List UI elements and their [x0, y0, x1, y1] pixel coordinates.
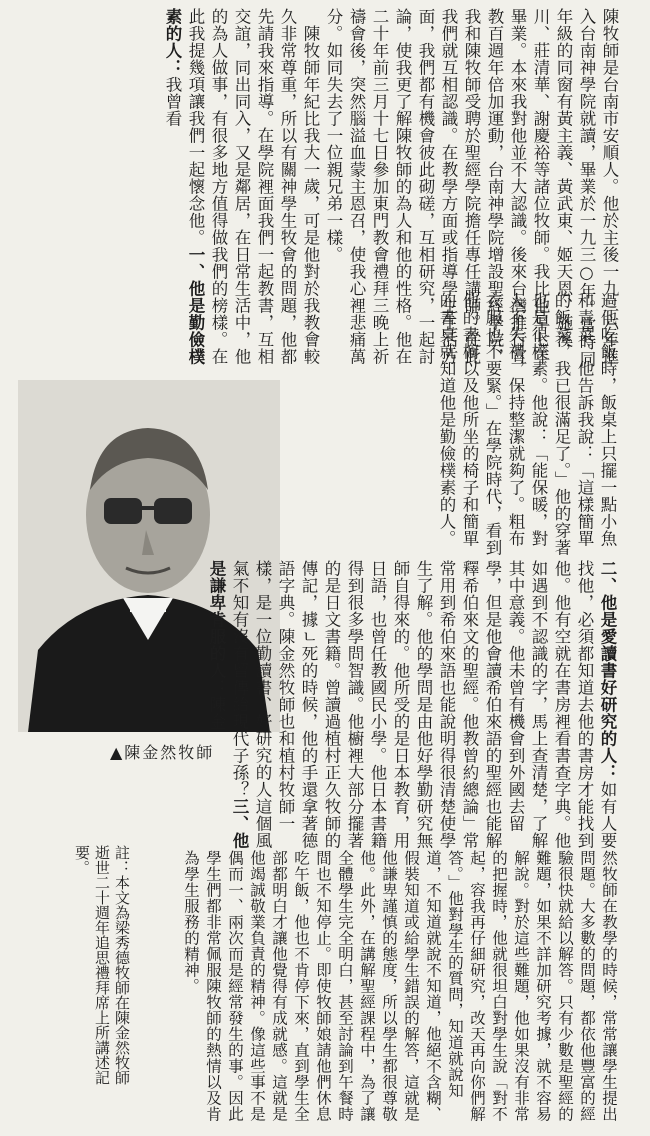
- heading-3: 三、他是謙卑肯服的人：: [207, 560, 249, 849]
- article-paragraph-reading: 如有人要找他，必須都知道去他的書房才能找到他。他有空就在書房裡看書查字典。他如遇到不認識的字，馬上查清楚，了解其中意義。他未曾有機會到外國去留學，但是他: [483, 560, 617, 849]
- editor-note: 註：本文為梁秀德牧師在陳金然牧師逝世二十週年追思禮拜席上所講述記要。: [73, 845, 131, 1085]
- article-middle-left-block: [207, 560, 642, 850]
- heading-2: 二、他是愛讀書好研究的人：: [598, 560, 617, 781]
- article-paragraph-frugal: 過他吃飯時，飯桌上只擺一點小魚和青菜。他告訴我說：「這樣簡單的飯菜，我已很滿足了。」他的穿著也是很樸素。他說：「能保暖，對人不失禮，保持整潔就夠了。粗布衣服也不要緊。」在學院時代，看到他的書櫥以及他所坐的椅子和簡單的書桌就知道他是勤儉樸素的人。: [437, 292, 617, 556]
- photo-caption: ▲陳金然牧師: [110, 743, 215, 762]
- article-paragraph-hebrew: 會讀希伯來語的聖經也能解釋希伯來文的聖經。他教曾約總論」常常用到希伯來語也能說明得很清楚使學生了解。他的學問是由他好學勤研究無師自得來的。他所受的是日本教育，用日語，也曾任教國民小學。他日本書籍得到很多學問智識。他櫥裡大部分擺著的是日文書籍。曾讀過植村正久牧師的傳記，據ㄴ死的時候，他的手還拿著德語字典。陳金然牧師也和植村牧師一樣，是一位勤讀書、好研究的人這個風氣不知有沒有留傳給現代子孫？: [230, 560, 502, 849]
- article-paragraph-intro-tail: 我曾看: [163, 76, 182, 127]
- article-bottom-block: [140, 850, 642, 1130]
- article-paragraph-intro: 陳牧師是台南市安順人。他於主後一九二六年進入台南神學院就讀，畢業於一九三○年。當時同年級的同窗有黃主義、黃武東、姬天恩、施溪川、莊清華、謝慶裕等諸位牧師。我比他早七年畢業。本來我對他並不大認識。後來台灣推行宣教百週年倍加運動，台南神學院增設聖經學院，我和陳牧師受聘於聖經學院擔任專任講師。從此我們就互相認識。在教學方面或指導學生生活方面，我們都有機會彼此砌磋，互相研究，一起討論，使我更了解陳牧師的為人和他的性格。他在二十年前三月十七日參加東門教會禮拜三晚上祈禱會後，突然腦溢血蒙主恩召，使我心裡悲痛萬分。如同失去了一位親兄弟一樣。 陳牧師年紀比我大一歲，可是他對於我教會較久非常尊重，所以有關神學生牧會的問題，他都先請我來指導。在學院裡面我們一起教書，互相交誼，同出同入，又是鄰居，在日常生活中，他的為人做事，有很多地方值得做我們的榜樣。在此我提幾項讓我們一起懷念他。: [186, 8, 619, 368]
- article-paragraph-hebrew-tail: 陳金: [207, 696, 226, 730]
- article-paragraph-humble: 然牧師在教學的時候，常常讓學生提出問題。大多數的問題，都依他豐富的經驗很快就給以解答。只有少數是聖經的難題，如果不詳加研究考據，就不容易解說。對於這些難題，他如果沒有非常的把握時，他就很坦白對學生說「對不起，容我再仔細研究，改天再向你們解答。」他對學生的質問，知道就說知道，不知道就說不知道，他絕不含糊、假裝知道或給學生錯誤的解答，這就是他謙卑謹慎的態度，所以學生都很尊敬他。此外，在講解聖經課程中，為了讓全體學生完全明白，甚至討論到午餐時間也不知停止。即使牧師娘請他們休息吃午飯，他也不肯停下來，直到學生全部都明白才讓他覺得有成就感。這就是他竭誠敬業負責的精神。像這些事不是偶而一、兩次而是經常發生的事。因此學生們都非常佩服陳牧師的熱情以及肯為學生服務的精神。: [182, 850, 618, 1122]
- heading-1: 一、他是勤儉樸素的人：: [163, 8, 205, 365]
- article-middle-right-block: [290, 292, 642, 560]
